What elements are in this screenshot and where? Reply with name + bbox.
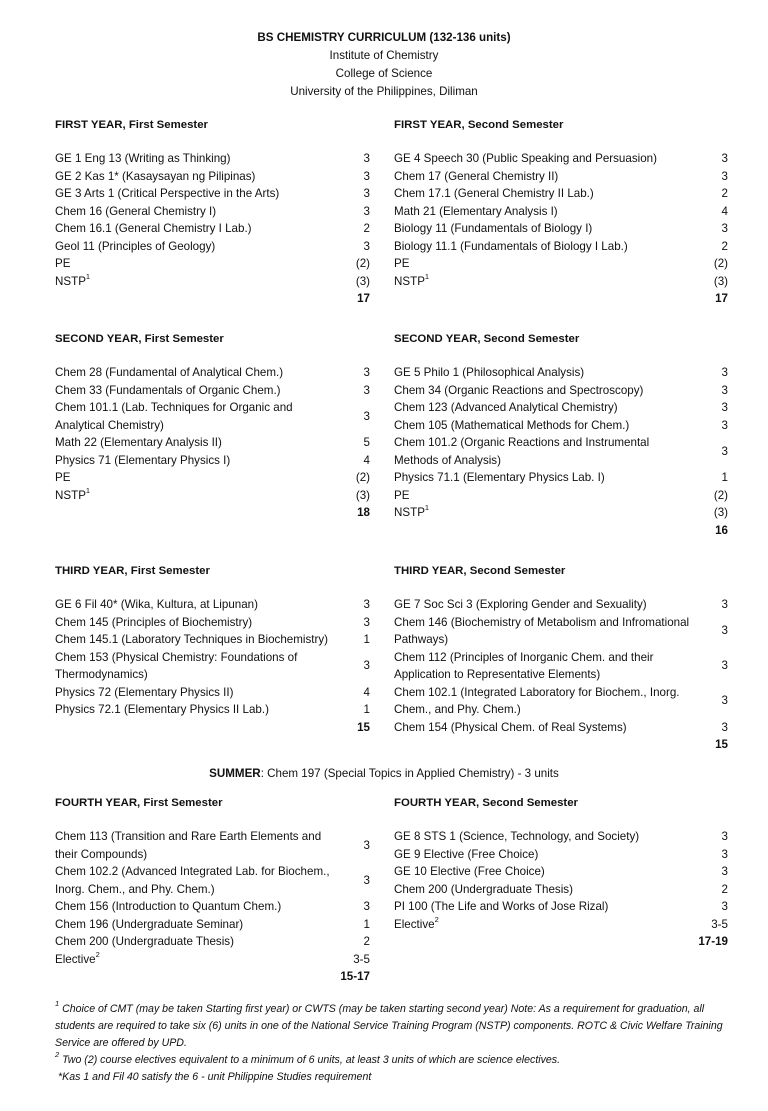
course-list bbox=[394, 364, 728, 522]
course-units: 3 bbox=[721, 222, 728, 235]
course-name-text: Chem 200 (Undergraduate Thesis) bbox=[55, 935, 234, 948]
course-name-text: Chem 17 (General Chemistry II) bbox=[394, 169, 559, 183]
course-name bbox=[55, 382, 346, 400]
course-name bbox=[394, 238, 704, 256]
course-name-text: PE bbox=[55, 471, 71, 484]
course-units: 2 bbox=[363, 222, 370, 235]
course-name bbox=[394, 504, 704, 522]
course-name bbox=[394, 255, 704, 273]
course-name bbox=[55, 487, 346, 505]
course-units: 3 bbox=[363, 659, 370, 673]
course-units: (3) bbox=[355, 488, 370, 502]
course-list bbox=[55, 828, 370, 968]
course-units: 3 bbox=[363, 366, 370, 379]
course-name bbox=[394, 203, 704, 221]
course-name-text: Chem 145 (Principles of Biochemistry) bbox=[55, 615, 253, 629]
course-name-text: PI 100 (The Life and Works of Jose Rizal) bbox=[394, 900, 609, 913]
footnote-marker: 1 bbox=[424, 271, 430, 281]
course-name-text: GE 6 Fil 40* (Wika, Kultura, at Lipunan) bbox=[55, 598, 258, 611]
course-name bbox=[55, 916, 346, 934]
course-units: 1 bbox=[363, 917, 370, 931]
course-name bbox=[55, 951, 346, 969]
course-row bbox=[55, 487, 370, 505]
course-name bbox=[394, 614, 704, 649]
course-name-text: PE bbox=[394, 488, 410, 502]
summer-label: SUMMER bbox=[209, 767, 261, 780]
course-units: 3 bbox=[721, 169, 728, 183]
course-units: 3 bbox=[721, 401, 728, 414]
course-name-text: Chem 105 (Mathematical Methods for Chem.) bbox=[394, 418, 630, 432]
course-name bbox=[394, 220, 704, 238]
course-row bbox=[394, 881, 728, 899]
course-name bbox=[55, 596, 346, 614]
course-units: 3 bbox=[721, 418, 728, 432]
semester-total-units: 16 bbox=[715, 523, 728, 537]
course-row bbox=[55, 701, 370, 719]
course-name-text: Elective bbox=[394, 917, 435, 931]
footnote-marker: 2 bbox=[95, 949, 100, 959]
course-units: (3) bbox=[713, 506, 728, 519]
course-row bbox=[394, 203, 728, 221]
course-row bbox=[55, 238, 370, 256]
course-name bbox=[55, 828, 346, 863]
semester-block bbox=[55, 562, 370, 737]
course-name bbox=[55, 255, 346, 273]
course-row bbox=[55, 469, 370, 487]
course-units: 3 bbox=[363, 615, 370, 629]
summer-text: : Chem 197 (Special Topics in Applied Chemistry) - 3 units bbox=[260, 767, 559, 780]
course-name-text: Elective bbox=[55, 952, 96, 966]
course-name-text: Chem 28 (Fundamental of Analytical Chem.) bbox=[55, 366, 284, 379]
course-name bbox=[55, 701, 346, 719]
course-units: 2 bbox=[721, 187, 728, 200]
course-name bbox=[55, 631, 346, 649]
semester-block bbox=[55, 794, 370, 986]
course-name-text: Math 21 (Elementary Analysis I) bbox=[394, 204, 558, 218]
course-row bbox=[394, 596, 728, 614]
course-name-text: PE bbox=[55, 257, 71, 270]
course-units: 3 bbox=[721, 900, 728, 913]
footnote-1-mark: 1 bbox=[55, 999, 60, 1009]
course-row bbox=[55, 150, 370, 168]
course-name bbox=[394, 487, 704, 505]
footnote-marker: 1 bbox=[85, 485, 91, 495]
course-name bbox=[394, 434, 704, 469]
course-row bbox=[55, 273, 370, 291]
course-row bbox=[55, 596, 370, 614]
course-row bbox=[55, 614, 370, 632]
course-row bbox=[55, 863, 370, 898]
course-name bbox=[394, 382, 704, 400]
course-name-text: Chem 123 (Advanced Analytical Chemistry) bbox=[394, 401, 618, 414]
university-name: University of the Philippines, Diliman bbox=[290, 85, 478, 98]
course-name bbox=[394, 185, 704, 203]
course-units: 3 bbox=[363, 383, 370, 397]
course-row bbox=[394, 382, 728, 400]
course-units: 3 bbox=[363, 239, 370, 253]
course-name bbox=[394, 417, 704, 435]
course-row bbox=[394, 220, 728, 238]
course-name-text: Physics 72.1 (Elementary Physics II Lab.) bbox=[55, 703, 269, 716]
semester-total-units: 17-19 bbox=[698, 935, 728, 948]
course-row bbox=[55, 898, 370, 916]
course-row bbox=[55, 828, 370, 863]
course-name bbox=[394, 719, 704, 737]
course-units: 3 bbox=[363, 409, 370, 423]
course-units: 1 bbox=[363, 633, 370, 646]
course-list bbox=[55, 150, 370, 290]
course-units: (3) bbox=[355, 274, 370, 288]
course-name bbox=[55, 185, 346, 203]
course-name bbox=[394, 168, 704, 186]
semester-block bbox=[394, 562, 728, 754]
course-name bbox=[55, 863, 346, 898]
course-name-text: NSTP bbox=[55, 488, 86, 502]
course-row bbox=[394, 487, 728, 505]
course-units: 3-5 bbox=[353, 952, 370, 966]
course-name-text: Chem 34 (Organic Reactions and Spectroscopy) bbox=[394, 383, 644, 397]
course-units: 2 bbox=[721, 882, 728, 896]
summer-note bbox=[0, 765, 768, 783]
course-name-text: Chem 154 (Physical Chem. of Real Systems) bbox=[394, 720, 627, 734]
course-units: 5 bbox=[363, 436, 370, 449]
course-row bbox=[394, 504, 728, 522]
course-name-text: NSTP bbox=[55, 274, 86, 288]
semester-title: FIRST YEAR, First Semester bbox=[55, 119, 208, 131]
course-name-text: GE 5 Philo 1 (Philosophical Analysis) bbox=[394, 366, 585, 379]
course-name-text: Chem 17.1 (General Chemistry II Lab.) bbox=[394, 187, 594, 200]
course-list bbox=[394, 150, 728, 290]
course-name-text: Geol 11 (Principles of Geology) bbox=[55, 239, 216, 253]
curriculum-title: BS CHEMISTRY CURRICULUM (132-136 units) bbox=[257, 31, 511, 44]
footnote-3 bbox=[55, 1069, 735, 1086]
semester-block bbox=[55, 330, 370, 522]
course-name-text: Biology 11 (Fundamentals of Biology I) bbox=[394, 222, 593, 235]
semester-block bbox=[394, 330, 728, 540]
course-name-text: NSTP bbox=[394, 274, 425, 288]
course-list bbox=[394, 596, 728, 736]
footnote-marker: 2 bbox=[434, 914, 439, 924]
course-row bbox=[55, 452, 370, 470]
course-name-text: GE 1 Eng 13 (Writing as Thinking) bbox=[55, 152, 231, 165]
institute-name: Institute of Chemistry bbox=[329, 49, 439, 62]
course-row bbox=[394, 916, 728, 934]
course-name bbox=[55, 933, 346, 951]
course-name-text: GE 10 Elective (Free Choice) bbox=[394, 865, 545, 878]
course-units: (3) bbox=[713, 274, 728, 288]
semester-title: SECOND YEAR, First Semester bbox=[55, 333, 224, 345]
course-units: 3 bbox=[721, 847, 728, 861]
course-row bbox=[394, 185, 728, 203]
course-list bbox=[55, 364, 370, 504]
course-units: 1 bbox=[721, 471, 728, 484]
document-header bbox=[0, 29, 768, 101]
course-row bbox=[394, 684, 728, 719]
course-row bbox=[394, 469, 728, 487]
course-units: 4 bbox=[363, 453, 370, 467]
course-row bbox=[55, 185, 370, 203]
course-name bbox=[55, 684, 346, 702]
semester-title: THIRD YEAR, First Semester bbox=[55, 565, 210, 577]
course-units: (2) bbox=[713, 488, 728, 502]
course-units: 3 bbox=[363, 169, 370, 183]
course-units: 3 bbox=[363, 187, 370, 200]
course-units: 2 bbox=[363, 935, 370, 948]
course-name-text: Physics 71 (Elementary Physics I) bbox=[55, 453, 231, 467]
course-units: 3 bbox=[721, 152, 728, 165]
semester-block bbox=[55, 116, 370, 308]
course-name bbox=[394, 150, 704, 168]
course-name-text: GE 3 Arts 1 (Critical Perspective in the Arts) bbox=[55, 187, 280, 200]
semester-title: THIRD YEAR, Second Semester bbox=[394, 565, 566, 577]
course-row bbox=[394, 649, 728, 684]
course-name-text: GE 4 Speech 30 (Public Speaking and Persuasion) bbox=[394, 152, 657, 165]
footnote-2 bbox=[55, 1052, 735, 1069]
course-name-text: Biology 11.1 (Fundamentals of Biology I Lab.) bbox=[394, 239, 628, 253]
course-name bbox=[55, 649, 346, 684]
course-row bbox=[55, 916, 370, 934]
semester-total-units: 15-17 bbox=[340, 970, 370, 983]
course-name bbox=[394, 881, 704, 899]
course-row bbox=[55, 951, 370, 969]
course-units: 3 bbox=[721, 444, 728, 458]
course-row bbox=[394, 828, 728, 846]
course-row bbox=[394, 168, 728, 186]
course-name bbox=[55, 898, 346, 916]
course-units: 3 bbox=[363, 204, 370, 218]
course-name bbox=[55, 614, 346, 632]
course-row bbox=[55, 364, 370, 382]
course-units: 3 bbox=[721, 659, 728, 673]
course-row bbox=[394, 863, 728, 881]
course-row bbox=[55, 649, 370, 684]
course-row bbox=[55, 933, 370, 951]
course-row bbox=[55, 203, 370, 221]
course-units: 2 bbox=[721, 239, 728, 253]
course-name bbox=[55, 399, 346, 434]
course-row bbox=[394, 614, 728, 649]
course-name bbox=[55, 238, 346, 256]
footnote-3-text: *Kas 1 and Fil 40 satisfy the 6 - unit Philippine Studies requirement bbox=[58, 1071, 372, 1083]
footnote-2-text: Two (2) course electives equivalent to a minimum of 6 units, at least 3 units of which are science electives. bbox=[59, 1054, 561, 1066]
course-name bbox=[394, 273, 704, 291]
course-name bbox=[394, 916, 704, 934]
course-name-text: Chem 101.2 (Organic Reactions and Instrumental Methods of Analysis) bbox=[394, 436, 650, 467]
course-name-text: Chem 156 (Introduction to Quantum Chem.) bbox=[55, 900, 282, 913]
course-name bbox=[55, 220, 346, 238]
course-units: 3 bbox=[721, 720, 728, 734]
course-name bbox=[55, 150, 346, 168]
course-name-text: Chem 33 (Fundamentals of Organic Chem.) bbox=[55, 383, 281, 397]
course-name bbox=[394, 649, 704, 684]
course-name-text: Chem 113 (Transition and Rare Earth Elements and their Compounds) bbox=[55, 830, 322, 861]
course-name bbox=[394, 596, 704, 614]
course-row bbox=[55, 382, 370, 400]
course-name bbox=[55, 273, 346, 291]
course-units: 3 bbox=[721, 865, 728, 878]
course-name-text: Chem 102.1 (Integrated Laboratory for Biochem., Inorg. Chem., and Phy. Chem.) bbox=[394, 685, 680, 716]
course-name-text: Physics 72 (Elementary Physics II) bbox=[55, 685, 234, 699]
course-name-text: Chem 146 (Biochemistry of Metabolism and Infromational Pathways) bbox=[394, 615, 690, 646]
course-row bbox=[394, 150, 728, 168]
semester-total-units: 18 bbox=[357, 506, 370, 519]
semester-block bbox=[394, 794, 728, 951]
course-name bbox=[55, 434, 346, 452]
course-name-text: Chem 101.1 (Lab. Techniques for Organic and Analytical Chemistry) bbox=[55, 401, 293, 432]
course-row bbox=[55, 631, 370, 649]
course-row bbox=[394, 898, 728, 916]
college-name: College of Science bbox=[335, 67, 433, 80]
course-row bbox=[394, 273, 728, 291]
course-name-text: Chem 16 (General Chemistry I) bbox=[55, 204, 217, 218]
course-units: 3 bbox=[363, 598, 370, 611]
course-row bbox=[55, 434, 370, 452]
course-name-text: Chem 200 (Undergraduate Thesis) bbox=[394, 882, 573, 896]
footnote-1-text: Choice of CMT (may be taken Starting first year) or CWTS (may be taken starting second year) Note: As a requirement for graduation, all students are required to take six (6) units in one of the National Service Training Program (NSTP) components. ROTC & Civic Welfare Training Service are offered by UPD. bbox=[55, 1003, 723, 1049]
course-name bbox=[394, 364, 704, 382]
semester-block bbox=[394, 116, 728, 308]
course-row bbox=[394, 399, 728, 417]
course-units: 3-5 bbox=[711, 917, 728, 931]
course-units: 3 bbox=[721, 366, 728, 379]
footnotes bbox=[55, 1001, 735, 1086]
course-name-text: Chem 16.1 (General Chemistry I Lab.) bbox=[55, 222, 252, 235]
course-name-text: GE 8 STS 1 (Science, Technology, and Society) bbox=[394, 830, 640, 843]
semester-title: FOURTH YEAR, Second Semester bbox=[394, 797, 578, 809]
course-row bbox=[394, 238, 728, 256]
course-name-text: Chem 102.2 (Advanced Integrated Lab. for Biochem., Inorg. Chem., and Phy. Chem.) bbox=[55, 865, 330, 896]
course-row bbox=[394, 719, 728, 737]
semester-title: FOURTH YEAR, First Semester bbox=[55, 797, 223, 809]
course-units: 4 bbox=[721, 204, 728, 218]
course-name-text: Physics 71.1 (Elementary Physics Lab. I) bbox=[394, 471, 605, 484]
semester-title: SECOND YEAR, Second Semester bbox=[394, 333, 580, 345]
course-name bbox=[394, 469, 704, 487]
course-name-text: Chem 145.1 (Laboratory Techniques in Biochemistry) bbox=[55, 633, 329, 646]
course-units: 3 bbox=[363, 152, 370, 165]
course-units: 3 bbox=[363, 900, 370, 913]
course-units: 3 bbox=[721, 598, 728, 611]
course-name-text: Chem 196 (Undergraduate Seminar) bbox=[55, 917, 244, 931]
course-units: (2) bbox=[355, 257, 370, 270]
course-units: 1 bbox=[363, 703, 370, 716]
course-name bbox=[394, 684, 704, 719]
course-row bbox=[55, 220, 370, 238]
semester-total-units: 15 bbox=[715, 738, 728, 751]
footnote-marker: 1 bbox=[424, 503, 430, 513]
course-name-text: Chem 153 (Physical Chemistry: Foundations of Thermodynamics) bbox=[55, 650, 298, 681]
course-units: 4 bbox=[363, 685, 370, 699]
course-row bbox=[394, 255, 728, 273]
course-list bbox=[55, 596, 370, 719]
course-units: 3 bbox=[721, 383, 728, 397]
course-name bbox=[394, 399, 704, 417]
course-name bbox=[55, 364, 346, 382]
course-row bbox=[394, 417, 728, 435]
course-row bbox=[394, 434, 728, 469]
course-units: (2) bbox=[355, 471, 370, 484]
course-row bbox=[55, 255, 370, 273]
course-row bbox=[394, 364, 728, 382]
course-row bbox=[55, 168, 370, 186]
course-row bbox=[55, 684, 370, 702]
course-units: 3 bbox=[721, 830, 728, 843]
semester-total-units: 17 bbox=[357, 292, 370, 305]
course-row bbox=[394, 846, 728, 864]
footnote-1 bbox=[55, 1001, 735, 1052]
semester-total-units: 15 bbox=[357, 720, 370, 734]
course-units: 3 bbox=[721, 624, 728, 638]
course-list bbox=[394, 828, 728, 933]
course-units: 3 bbox=[363, 838, 370, 852]
course-units: 3 bbox=[363, 873, 370, 887]
course-name-text: PE bbox=[394, 257, 410, 270]
course-name bbox=[394, 846, 704, 864]
course-name-text: GE 9 Elective (Free Choice) bbox=[394, 847, 539, 861]
course-units: (2) bbox=[713, 257, 728, 270]
course-name-text: GE 7 Soc Sci 3 (Exploring Gender and Sexuality) bbox=[394, 598, 647, 611]
footnote-marker: 1 bbox=[85, 271, 91, 281]
course-name bbox=[394, 828, 704, 846]
course-name bbox=[394, 863, 704, 881]
course-name bbox=[394, 898, 704, 916]
course-name-text: GE 2 Kas 1* (Kasaysayan ng Pilipinas) bbox=[55, 169, 256, 183]
course-row bbox=[55, 399, 370, 434]
course-name bbox=[55, 168, 346, 186]
footnote-2-mark: 2 bbox=[55, 1050, 60, 1060]
course-name-text: Math 22 (Elementary Analysis II) bbox=[55, 436, 222, 449]
course-name bbox=[55, 452, 346, 470]
course-units: 3 bbox=[721, 694, 728, 708]
semester-total-units: 17 bbox=[715, 292, 728, 305]
semester-title: FIRST YEAR, Second Semester bbox=[394, 119, 564, 131]
course-name-text: Chem 112 (Principles of Inorganic Chem. and their Application to Representative Elements) bbox=[394, 650, 654, 681]
course-name bbox=[55, 203, 346, 221]
course-name bbox=[55, 469, 346, 487]
course-name-text: NSTP bbox=[394, 506, 425, 519]
